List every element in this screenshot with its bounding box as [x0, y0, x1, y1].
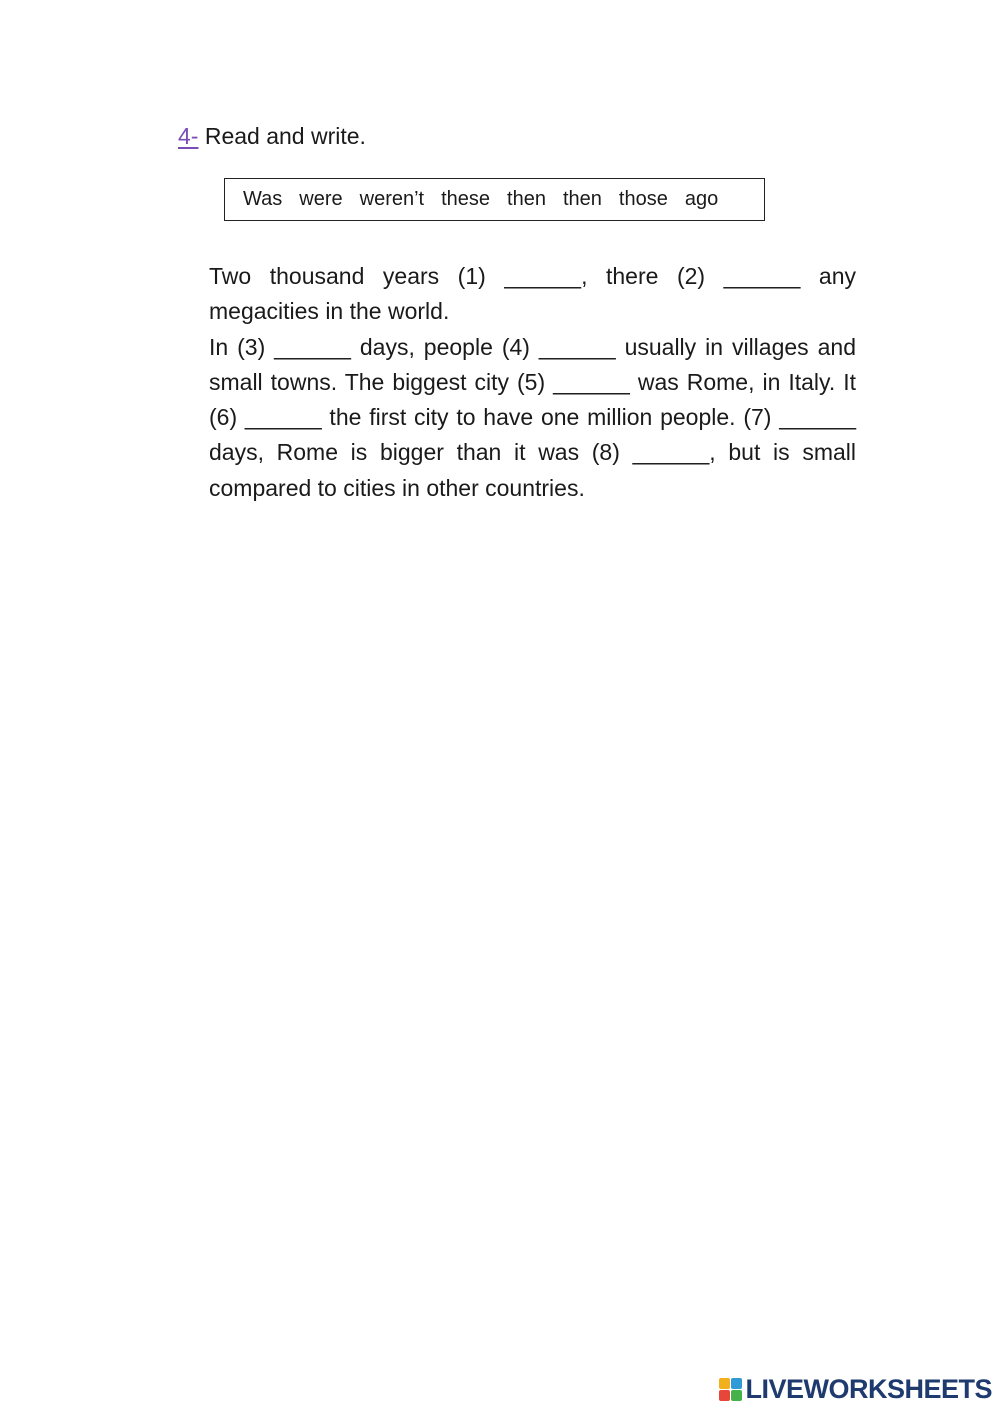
word-bank-item: Was	[243, 188, 283, 210]
logo-text: LIVEWORKSHEETS	[745, 1374, 992, 1404]
exercise-heading	[178, 121, 366, 151]
passage-paragraph: In (3) ______ days, people (4) ______ usually in villages and small towns. The biggest city (5) ______ was Rome, in Italy. It (6) ______ the first city to have one million people. (7) ______ days, Rome is bigger than it was (8) ______, but is small compared to cities in other countries.	[209, 333, 856, 501]
word-bank-item: then	[507, 188, 546, 210]
exercise-number: 4-	[178, 123, 199, 149]
logo-square-red	[719, 1390, 730, 1401]
reading-passage	[209, 259, 856, 506]
word-bank-item: were	[299, 188, 343, 210]
logo-square-green	[731, 1390, 742, 1401]
logo-square-yellow	[719, 1378, 730, 1389]
liveworksheets-logo-icon	[719, 1378, 742, 1401]
word-bank-item: ago	[684, 188, 719, 210]
passage-paragraph: Two thousand years (1) ______, there (2) ______ any megacities in the world.	[209, 263, 856, 325]
word-bank-item: these	[441, 188, 491, 210]
word-bank-item: those	[618, 188, 668, 210]
liveworksheets-logo	[719, 1374, 992, 1405]
word-bank-item: then	[562, 188, 602, 210]
logo-square-blue	[731, 1378, 742, 1389]
word-bank	[224, 178, 765, 221]
word-bank-item: weren’t	[359, 188, 425, 210]
exercise-instruction: Read and write.	[204, 123, 366, 149]
